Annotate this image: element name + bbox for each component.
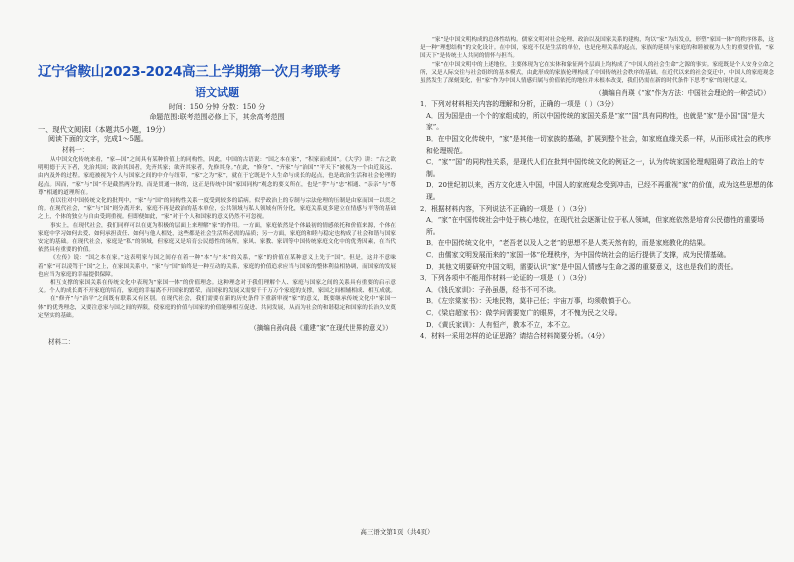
question-1-option-a: A．因为国是由一个个的家组成的，所以中国传统的家国关系是“家”“国”具有同构性，也就是“家”是小国“国”是大家”。 bbox=[426, 111, 765, 132]
material1-paragraph: 《左传》说：“国之本在家。”这表明家与国之间存在着一种“本”与“末”的关系，“家”的价值在某种意义上先于“国”。但是，这并不意味着“家”可以凌驾于“国”之上，在家国关系中，“家”与“国”始终是一种互动的关系，家庭的价值追求应当与国家的整体利益相协调，而国家的发展也应当为家庭的幸福提供保障。 bbox=[38, 255, 396, 278]
subject-title: 语文试题 bbox=[195, 86, 239, 99]
question-3-option-c: C．《梁启超家书》：做学问需要宽广的眼界，才不愧为民之父母。 bbox=[426, 308, 622, 317]
material1-label: 材料一： bbox=[62, 146, 89, 154]
question-2-option-d: D．其他文明要研究中国文明，需要认识“家”是中国人情感与生命之源的重要意义，这也是我们的责任。 bbox=[426, 262, 738, 271]
question-2-option-a: A．“家”在中国传统社会中处于核心地位，在现代社会逐渐让位于私人领域，但家庭依然是培育公民德性的重要场所。 bbox=[426, 216, 765, 236]
question-4-stem: 4．材料一采用怎样的论证思路？请结合材料简要分析。（4分） bbox=[420, 332, 609, 341]
question-3-option-b: B．《左宗棠家书》：天地民物，莫非己任；宇宙万事，均须敬慎于心。 bbox=[426, 297, 635, 306]
section-heading: 一、现代文阅读Ⅰ（本题共5小题，19分） bbox=[38, 125, 170, 134]
exam-scope: 命题范围:联考范围必修上下，其余高考范围 bbox=[149, 113, 285, 121]
material2-paragraph: “家”在中国文明中的上述地位，主要体现为它在实体和象征两个层面上均构成了“中国人的社会生命”之源的事实。家庭既是个人安身立命之所，又是人际交往与社会组织的基本模式，由此形成的家族伦理构成了中国传统社会秩序的基础。在近代以来的社会变迁中，中国人的家庭观念虽然发生了深刻变化，但“家”作为中国人情感归属与价值依托的地位并未根本改变，我们仍需在新的时代条件下思考“家”的现代意义。 bbox=[420, 61, 774, 85]
question-2-option-b: B．在中国传统文化中，“老吾老以及人之老”的思想不是人类天然有的，而是家庭教化的结果。 bbox=[426, 239, 710, 248]
material2-label: 材料二： bbox=[48, 338, 75, 347]
time-info: 时间：150 分钟 分数：150 分 bbox=[168, 103, 266, 111]
question-1-option-b: B．在中国文化传统中，“家”是其他一切家族的基础，扩展到整个社会，如家庭血缘关系一样，从而形成社会的秩序和伦理规范。 bbox=[426, 135, 771, 155]
material1-source: （摘编自孙向晨《重建“家”在现代世界的意义》） bbox=[250, 324, 392, 333]
question-1-stem: 1．下列对材料相关内容的理解和分析，正确的一项是（ ）（3分） bbox=[420, 100, 618, 109]
question-3-option-a: A．《钱氏家训》：子孙虽愚，经书不可不读。 bbox=[426, 285, 561, 294]
material1-paragraph: 从中国文化传统来看，“家—国”之间具有某种价值上的同构性，因此，中国的古语说：“国之本在家”，“积家而成国”。《大学》讲：“古之欲明明德于天下者，先治其国；欲治其国者，先齐其家；欲齐其家者，先修其身。”在此，“修身”、“齐家”与“治国”“平天下”被视为一个由近及远、由内及外的过程。家庭被视为个人与国家之间的中介与纽带，“家”之为“家”，就在于它既是个人生命与成长的起点，也是政治生活和社会伦理的起点。因而，“家”与“国”不是截然两分的，而是贯通一体的，这正是传统中国“家国同构”观念的要义所在，也是“孝”与“忠”相通、“亲亲”与“尊尊”相通的道理所在。 bbox=[38, 157, 396, 196]
page-footer: 高三语文第1页（共4页） bbox=[360, 528, 434, 536]
question-3-stem: 3．下列各项中不能用作材料一论证的一项是（ ）（3分） bbox=[420, 274, 591, 283]
question-3-option-d: D．《黄氏家训》：人有恒产，教本不立，本不立。 bbox=[426, 320, 575, 329]
material1-paragraph: 在“修齐”与“治平”之间既有联系又有区别。在现代社会，我们需要在新的历史条件下重新审视“家”的意义，既要继承传统文化中“家国一体”的优秀理念，又要注意家与国之间的界限，使家庭的价值与国家的价值能够相互促进、共同发展，从而为社会的和谐稳定和国家的长治久安奠定坚实的基础。 bbox=[38, 296, 396, 319]
material2-source: （摘编自肖瑛《“家”作为方法：中国社会理论的一种尝试》） bbox=[595, 89, 770, 98]
question-1-option-c: C．“家”“国”的同构性关系，是现代人们在批判中国传统文化的例证之一，认为传统家国伦理观阻碍了政治上的专制。 bbox=[426, 158, 765, 178]
material2-paragraph: “家”是中国文明构成的总体性结构。儒家文明对社会伦理、政治以及国家关系的建构，均以“家”为出发点，形塑“家国一体”的秩序体系，这是一种“理想结构”的文化设计。在中国，家庭不仅是生活的单位，也是伦理关系的起点，家族的延续与家庭的和睦被视为人生的重要价值，“家国天下”是传统士人共同的情怀与担当。 bbox=[420, 37, 774, 60]
exam-title: 辽宁省鞍山2023-2024高三上学期第一次月考联考 bbox=[38, 64, 341, 80]
material1-paragraph: 事实上，在现代社会，我们同样可以在更为积极的层面上来理解“家”的作用。一方面，家庭依然是个体最初的情感依托和价值来源，个体在家庭中学习如何去爱、如何承担责任、如何与他人相处，这些都是社会生活所必需的品质；另一方面，家庭的和睦与稳定也构成了社会和谐与国家安定的基础。在现代社会，家庭是“私”的领域，但家庭又是培育公民德性的场所，家风、家教、家训等中国传统家庭文化中的优秀因素，在当代依然具有重要的价值。 bbox=[38, 222, 397, 254]
material1-paragraph: 相互支撑的家国关系在传统文化中表现为“家国一体”的价值理念。这种理念对于我们理解个人、家庭与国家之间的关系具有重要的启示意义。个人的成长离不开家庭的培育，家庭的幸福离不开国家的繁荣，而国家的发展又需要千千万万个家庭的支撑，家国之间相辅相成、相互成就。 bbox=[38, 280, 397, 295]
question-2-option-c: C．由儒家文明发展而来的“家国一体”伦理秩序，为中国传统社会的运行提供了支撑，成为民情基础。 bbox=[426, 250, 731, 259]
question-1-option-d: D．20世纪初以来，西方文化进入中国，中国人的家庭观念受到冲击，已经不再重视“家”的价值，成为这些思想的体现。 bbox=[426, 181, 774, 201]
question-2-stem: 2．根据材料内容，下列说法不正确的一项是（ ）（3分） bbox=[420, 204, 591, 213]
right-column bbox=[420, 36, 774, 343]
reading-instruction: 阅读下面的文字，完成1～5题。 bbox=[48, 135, 148, 143]
left-column bbox=[38, 40, 396, 346]
material1-paragraph: 在以往对中国传统文化的批判中，“家”与“国”的同构性关系一度受到较多的诟病。似乎政治上的专制与宗法伦理的压制是由家而国一以贯之的。在现代社会，“家”与“国”则分离开来，家庭不再是政治的基本单位，公共领域与私人领域有所分化，家庭关系更多建立在情感与平等的基础之上，个体的独立与自由受到重视。但即便如此，“家”对于个人和国家的意义仍然不可忽视。 bbox=[38, 198, 396, 221]
